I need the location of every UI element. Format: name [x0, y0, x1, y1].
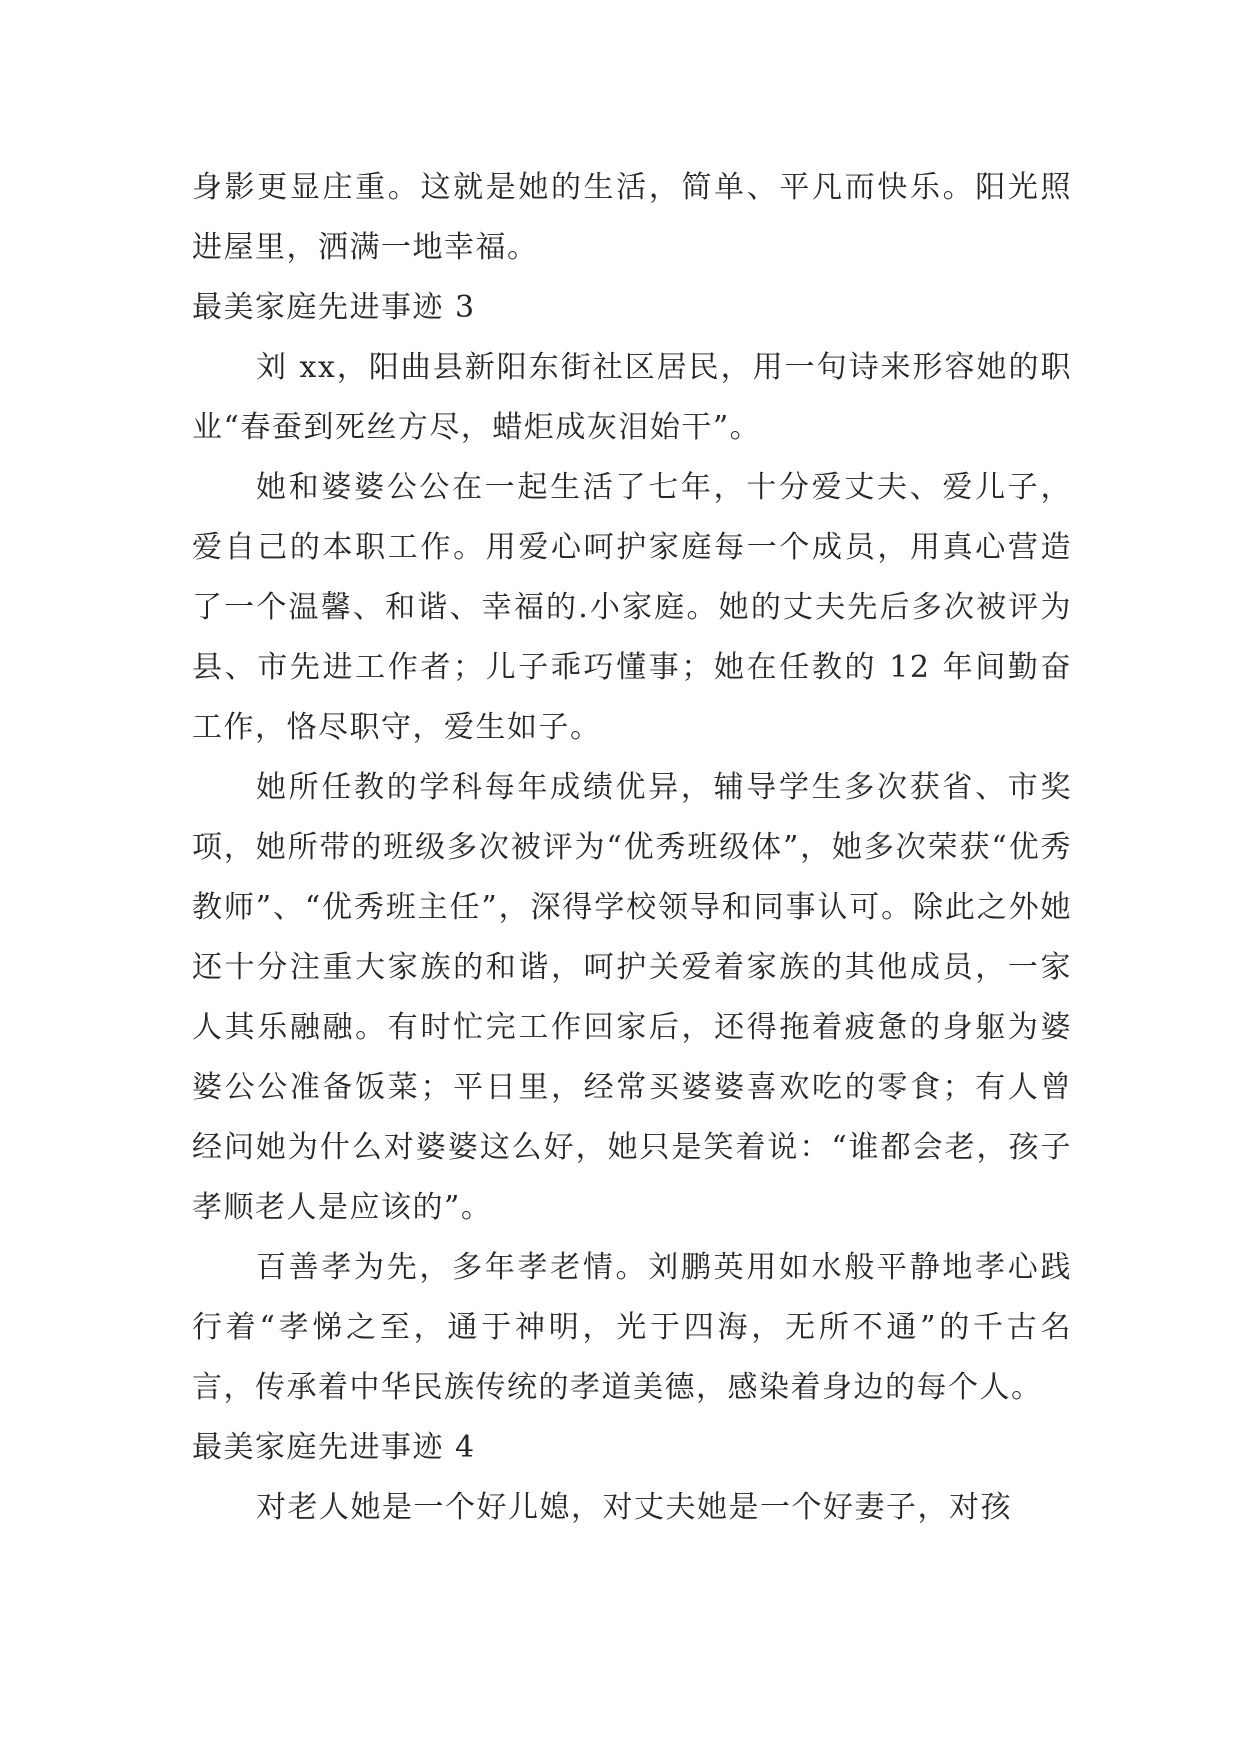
document-body [192, 158, 1072, 1538]
section-heading-4: 最美家庭先进事迹 4 [192, 1430, 476, 1465]
paragraph: 她和婆婆公公在一起生活了七年，十分爱丈夫、爱儿子，爱自己的本职工作。用爱心呵护家庭每一个成员，用真心营造了一个温馨、和谐、幸福的.小家庭。她的丈夫先后多次被评为县、市先进工作者；儿子乖巧懂事；她在任教的 12 年间勤奋工作，恪尽职守，爱生如子。 [192, 470, 1072, 745]
paragraph: 她所任教的学科每年成绩优异，辅导学生多次获省、市奖项，她所带的班级多次被评为“优秀班级体”，她多次荣获“优秀教师”、“优秀班主任”，深得学校领导和同事认可。除此之外她还十分注重大家族的和谐，呵护关爱着家族的其他成员，一家人其乐融融。有时忙完工作回家后，还得拖着疲惫的身躯为婆婆公公准备饭菜；平日里，经常买婆婆喜欢吃的零食；有人曾经问她为什么对婆婆这么好，她只是笑着说：“谁都会老，孩子孝顺老人是应该的”。 [192, 770, 1072, 1225]
paragraph-continuation: 身影更显庄重。这就是她的生活，简单、平凡而快乐。阳光照进屋里，洒满一地幸福。 [192, 170, 1072, 265]
paragraph: 刘 xx，阳曲县新阳东街社区居民，用一句诗来形容她的职业“春蚕到死丝方尽，蜡炬成灰泪始干”。 [192, 350, 1072, 445]
paragraph: 对老人她是一个好儿媳，对丈夫她是一个好妻子，对孩 [256, 1490, 1012, 1525]
section-heading-3: 最美家庭先进事迹 3 [192, 290, 476, 325]
paragraph: 百善孝为先，多年孝老情。刘鹏英用如水般平静地孝心践行着“孝悌之至，通于神明，光于四海，无所不通”的千古名言，传承着中华民族传统的孝道美德，感染着身边的每个人。 [192, 1250, 1072, 1405]
